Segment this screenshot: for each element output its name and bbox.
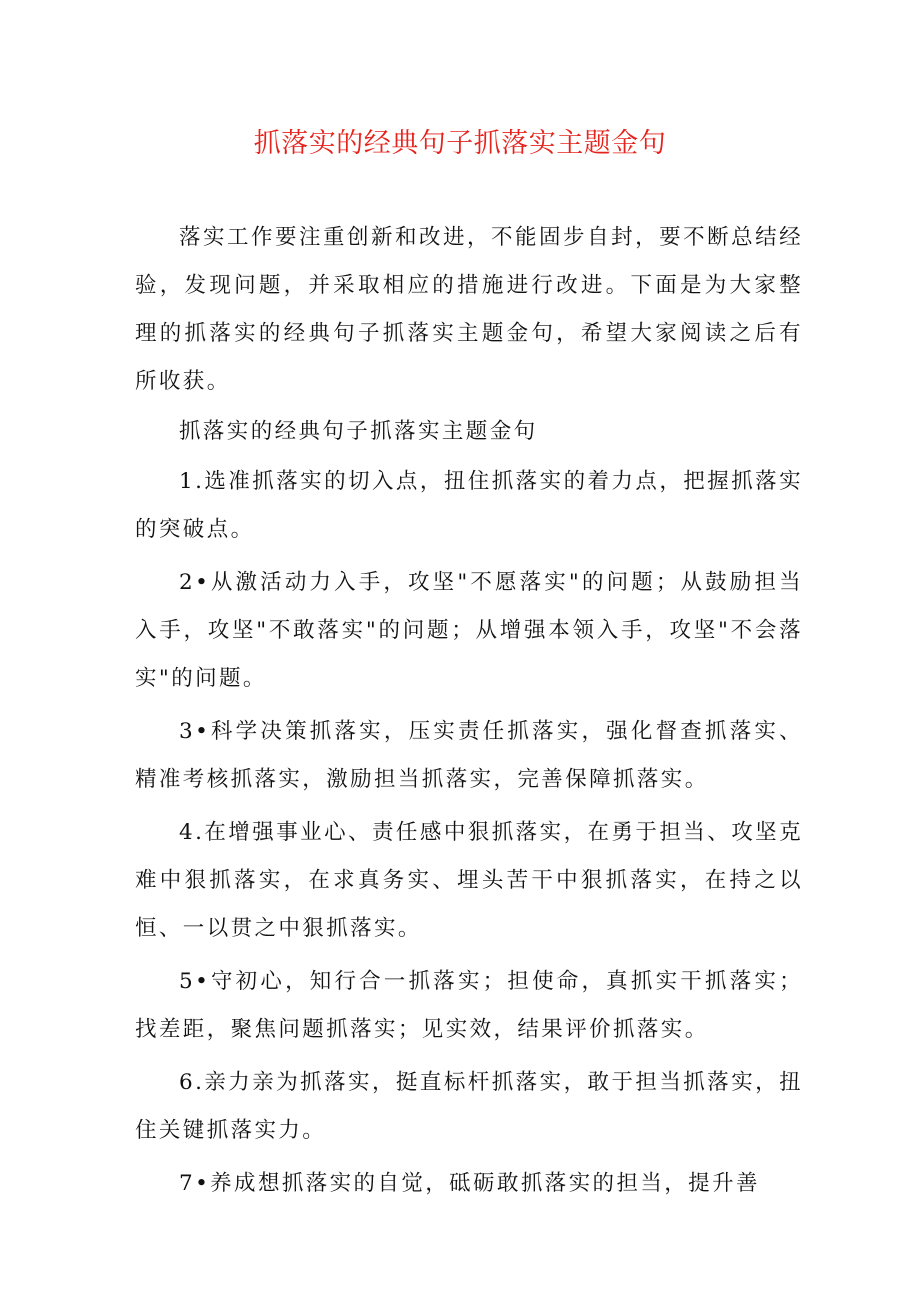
document-body xyxy=(135,214,803,1208)
intro-paragraph: 落实工作要注重创新和改进，不能固步自封，要不断总结经验，发现问题，并采取相应的措施进行改进。下面是为大家整理的抓落实的经典句子抓落实主题金句，希望大家阅读之后有所收获。 xyxy=(135,225,803,394)
list-item-7: 7•养成想抓落实的自觉，砥砺敢抓落实的担当，提升善 xyxy=(179,1171,760,1196)
list-item-2: 2•从激活动力入手，攻坚"不愿落实"的问题；从鼓励担当入手，攻坚"不敢落实"的问题；从增强本领入手，攻坚"不会落实"的问题。 xyxy=(135,570,803,691)
section-heading: 抓落实的经典句子抓落实主题金句 xyxy=(179,419,538,444)
list-item-3: 3•科学决策抓落实，压实责任抓落实，强化督查抓落实、精准考核抓落实，激励担当抓落实，完善保障抓落实。 xyxy=(135,719,803,792)
list-item-6: 6.亲力亲为抓落实，挺直标杆抓落实，敢于担当抓落实，扭住关键抓落实力。 xyxy=(135,1070,803,1143)
list-item-5: 5•守初心，知行合一抓落实；担使命，真抓实干抓落实；找差距，聚焦问题抓落实；见实效，结果评价抓落实。 xyxy=(135,969,803,1042)
list-item-4: 4.在增强事业心、责任感中狠抓落实，在勇于担当、攻坚克难中狠抓落实，在求真务实、埋头苦干中狠抓落实，在持之以恒、一以贯之中狠抓落实。 xyxy=(135,820,803,941)
document-title: 抓落实的经典句子抓落实主题金句 xyxy=(253,128,667,159)
list-item-1: 1.选准抓落实的切入点，扭住抓落实的着力点，把握抓落实的突破点。 xyxy=(135,469,803,542)
